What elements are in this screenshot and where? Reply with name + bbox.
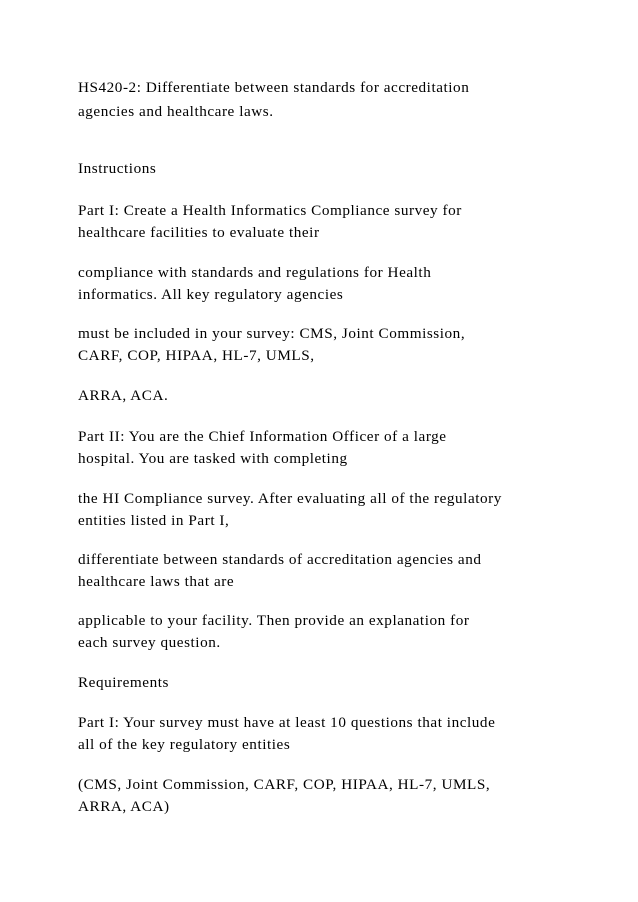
objective-line-2: agencies and healthcare laws. [78,103,274,120]
requirements-line-1: Part I: Your survey must have at least 10 questions that include [78,714,496,731]
part-two-line-6: healthcare laws that are [78,573,235,590]
part-one-line-1: Part I: Create a Health Informatics Compliance survey for [78,202,462,219]
part-one-line-3: compliance with standards and regulations for Health [78,264,432,281]
part-two-line-7: applicable to your facility. Then provide an explanation for [78,612,470,629]
objective-line-1: HS420-2: Differentiate between standards for accreditation [78,79,470,96]
part-two-line-2: hospital. You are tasked with completing [78,450,348,467]
requirements-line-3: (CMS, Joint Commission, CARF, COP, HIPAA, HL-7, UMLS, [78,776,491,793]
part-two-line-5: differentiate between standards of accreditation agencies and [78,551,482,568]
requirements-line-2: all of the key regulatory entities [78,736,291,753]
requirements-heading: Requirements [78,674,169,691]
part-two-line-1: Part II: You are the Chief Information Officer of a large [78,428,447,445]
part-two-line-3: the HI Compliance survey. After evaluating all of the regulatory [78,490,502,507]
part-one-line-2: healthcare facilities to evaluate their [78,224,320,241]
instructions-heading: Instructions [78,160,157,177]
part-one-line-4: informatics. All key regulatory agencies [78,286,344,303]
part-one-line-7: ARRA, ACA. [78,387,169,404]
requirements-line-4: ARRA, ACA) [78,798,170,815]
part-one-line-6: CARF, COP, HIPAA, HL-7, UMLS, [78,347,315,364]
part-two-line-4: entities listed in Part I, [78,512,230,529]
part-one-line-5: must be included in your survey: CMS, Joint Commission, [78,325,466,342]
part-two-line-8: each survey question. [78,634,221,651]
